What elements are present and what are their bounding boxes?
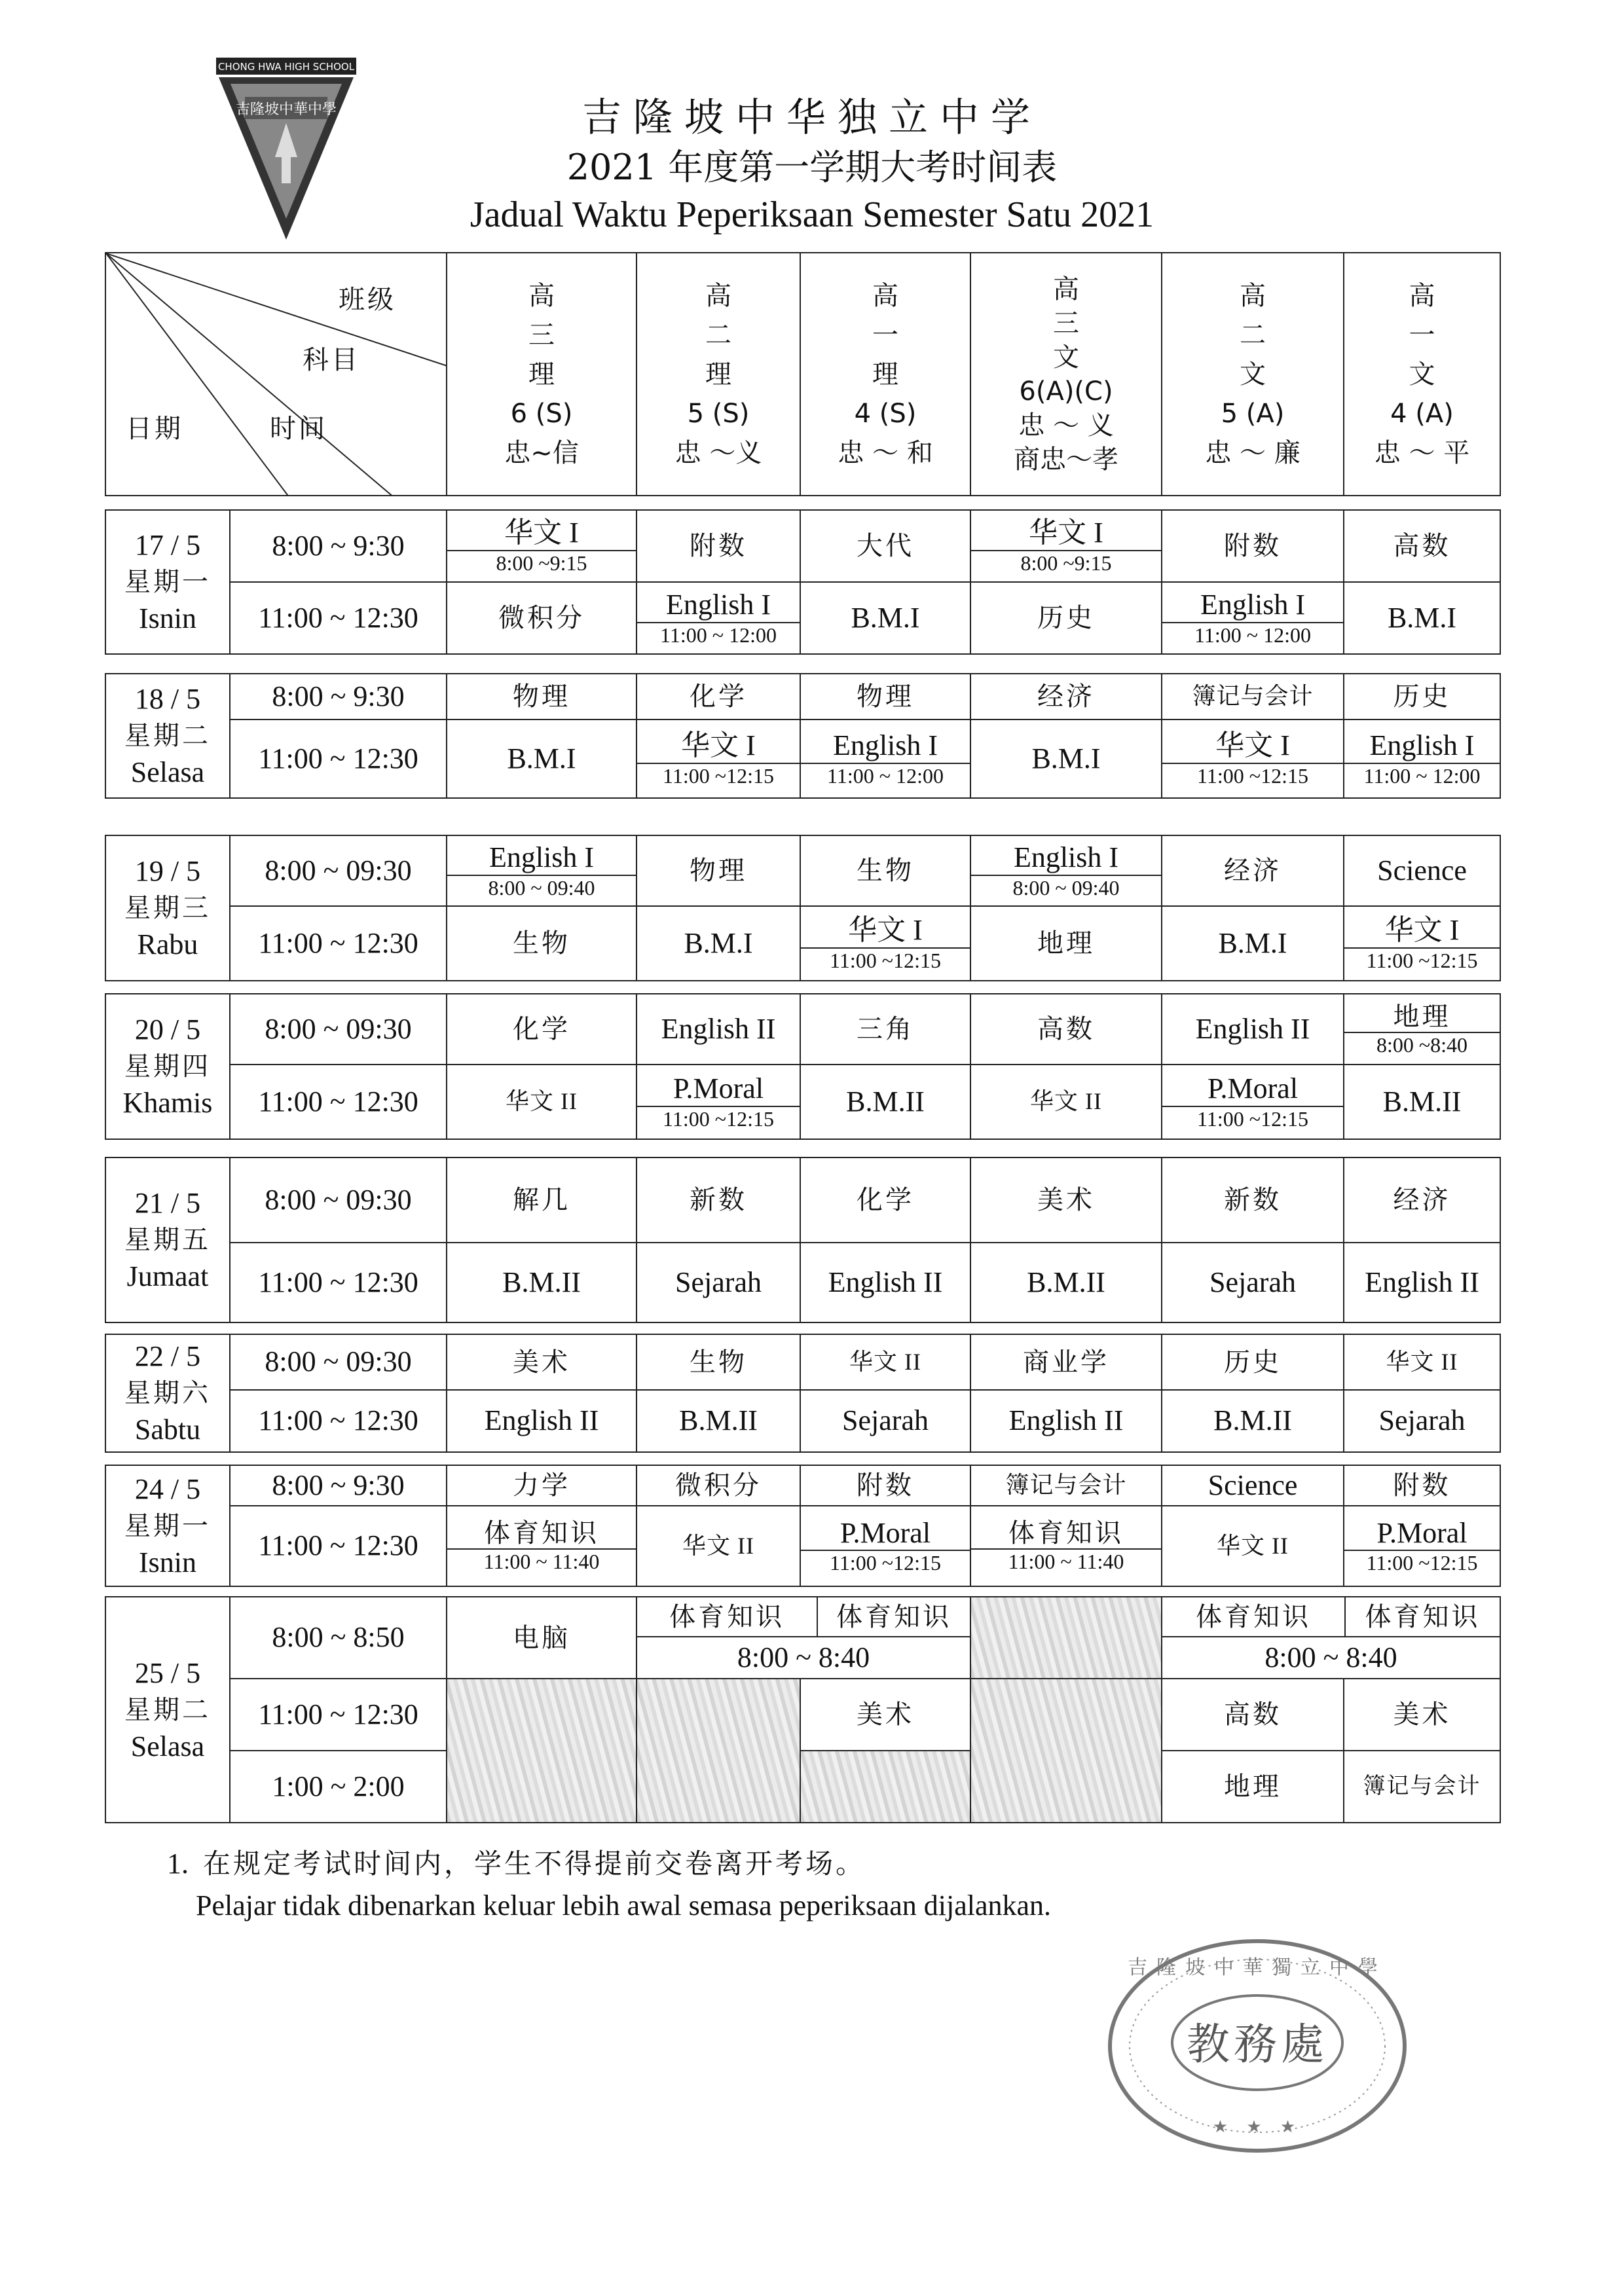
- exam-cell: B.M.II: [800, 1065, 970, 1139]
- exam-time-note: 11:00 ~12:15: [1344, 947, 1500, 973]
- time-slot: 11:00 ~ 12:30: [230, 1506, 447, 1586]
- time-slot: 11:00 ~ 12:30: [230, 906, 447, 981]
- time-slot: 8:00 ~ 9:30: [230, 510, 447, 582]
- exam-cell: 化学: [637, 674, 800, 720]
- day-block-25-5: [105, 1596, 1500, 1822]
- exam-cell: Sejarah: [1344, 1390, 1500, 1452]
- exam-cell: 商业学: [970, 1334, 1162, 1390]
- exam-cell: 华文 II: [800, 1334, 970, 1390]
- exam-cell: [1344, 906, 1500, 981]
- exam-cell: B.M.II: [1344, 1065, 1500, 1139]
- exam-cell: [800, 720, 970, 798]
- exam-time-note: 8:00 ~ 8:40: [1264, 1641, 1397, 1673]
- time-slot: 11:00 ~ 12:30: [230, 720, 447, 798]
- exam-subject: 华文 I: [1029, 517, 1103, 549]
- time-slot: 8:00 ~ 09:30: [230, 994, 447, 1065]
- exam-subject: English I: [665, 589, 771, 621]
- exam-cell: [1344, 994, 1500, 1065]
- exam-cell: 生物: [637, 1334, 800, 1390]
- exam-cell: 微积分: [447, 582, 637, 654]
- exam-subject: 体育知识: [637, 1597, 817, 1637]
- exam-subject: 华文 I: [504, 517, 579, 549]
- exam-cell: 生物: [800, 835, 970, 906]
- date-cell: 17 / 5 星期一 Isnin: [105, 510, 230, 654]
- time-slot: 11:00 ~ 12:30: [230, 582, 447, 654]
- note-my: Pelajar tidak dibenarkan keluar lebih awal semasa peperiksaan dijalankan.: [196, 1889, 1052, 1922]
- exam-subject: 华文 I: [848, 914, 923, 947]
- exam-cell: B.M.II: [447, 1243, 637, 1322]
- exam-cell: 地理: [1162, 1751, 1344, 1823]
- exam-cell: English II: [637, 994, 800, 1065]
- day-block: [105, 673, 1500, 797]
- date-cell: 24 / 5 星期一 Isnin: [105, 1465, 230, 1586]
- no-exam-cell: [637, 1679, 800, 1823]
- exam-cell: 经济: [1162, 835, 1344, 906]
- class-column-header: 高 三 理 6 (S) 忠~信: [447, 253, 637, 496]
- exam-cell-merged: [1162, 1597, 1500, 1679]
- exam-cell: 美术: [1344, 1679, 1500, 1751]
- exam-cell: 三角: [800, 994, 970, 1065]
- exam-subject: P.Moral: [1207, 1072, 1299, 1105]
- exam-cell: 化学: [447, 994, 637, 1065]
- exam-cell: 华文 II: [447, 1065, 637, 1139]
- exam-time-note: 8:00 ~9:15: [971, 550, 1161, 575]
- exam-cell-merged: [637, 1597, 970, 1679]
- exam-subject: 华文 I: [1215, 729, 1290, 762]
- exam-cell: 高数: [1344, 510, 1500, 582]
- time-slot: 11:00 ~ 12:30: [230, 1679, 447, 1751]
- exam-cell: [1162, 720, 1344, 798]
- exam-cell: [447, 1506, 637, 1586]
- official-stamp: [1100, 1928, 1414, 2164]
- corner-date-label: 日期: [126, 414, 183, 444]
- time-slot: 1:00 ~ 2:00: [230, 1751, 447, 1823]
- exam-time-note: 11:00 ~ 12:00: [637, 622, 800, 647]
- svg-text:教務處: 教務處: [1187, 2019, 1328, 2069]
- date-cell: 25 / 5 星期二 Selasa: [105, 1597, 230, 1823]
- exam-cell: [637, 582, 800, 654]
- date-cell: 21 / 5 星期五 Jumaat: [105, 1157, 230, 1322]
- exam-cell: B.M.I: [800, 582, 970, 654]
- exam-cell: 华文 II: [1344, 1334, 1500, 1390]
- time-slot: 8:00 ~ 09:30: [230, 1157, 447, 1243]
- class-column-header: 高 二 文 5 (A) 忠 ～ 廉: [1162, 253, 1344, 496]
- exam-cell: [447, 835, 637, 906]
- exam-cell: [1162, 582, 1344, 654]
- exam-cell: 地理: [970, 906, 1162, 981]
- exam-cell: 簿记与会计: [1162, 674, 1344, 720]
- note-number: 1.: [167, 1848, 189, 1880]
- exam-cell: 华文 II: [970, 1065, 1162, 1139]
- exam-cell: B.M.I: [447, 720, 637, 798]
- exam-cell: Sejarah: [637, 1243, 800, 1322]
- exam-cell: [800, 1506, 970, 1586]
- exam-cell: English II: [447, 1390, 637, 1452]
- document-title: [406, 92, 1218, 238]
- svg-text:吉隆坡中華獨立中學: 吉隆坡中華獨立中學: [1128, 1956, 1387, 1979]
- exam-subject: 华文 I: [681, 729, 756, 762]
- exam-cell: 解几: [447, 1157, 637, 1243]
- no-exam-cell: [447, 1679, 637, 1823]
- class-column-header: 高 一 文 4 (A) 忠 ～ 平: [1344, 253, 1500, 496]
- svg-text:吉隆坡中華中學: 吉隆坡中華中學: [235, 101, 337, 118]
- exam-cell: [637, 720, 800, 798]
- exam-cell: 历史: [1344, 674, 1500, 720]
- time-slot: 8:00 ~ 9:30: [230, 674, 447, 720]
- exam-cell: [1162, 1065, 1344, 1139]
- exam-time-note: 11:00 ~ 12:00: [1162, 622, 1343, 647]
- exam-cell: B.M.I: [637, 906, 800, 981]
- exam-time-note: 8:00 ~ 8:40: [737, 1641, 870, 1673]
- exam-cell: B.M.I: [1344, 582, 1500, 654]
- exam-cell: 高数: [1162, 1679, 1344, 1751]
- exam-cell: 新数: [1162, 1157, 1344, 1243]
- exam-subject: P.Moral: [1376, 1516, 1467, 1549]
- exam-cell: [800, 906, 970, 981]
- exam-cell: 华文 II: [637, 1506, 800, 1586]
- exam-time-note: 11:00 ~ 11:40: [971, 1548, 1161, 1574]
- exam-cell: B.M.I: [970, 720, 1162, 798]
- svg-text:★ ★ ★: ★ ★ ★: [1212, 2117, 1302, 2137]
- exam-cell: 经济: [970, 674, 1162, 720]
- date-cell: 18 / 5 星期二 Selasa: [105, 674, 230, 798]
- exam-cell: 簿记与会计: [970, 1465, 1162, 1506]
- time-slot: 11:00 ~ 12:30: [230, 1243, 447, 1322]
- time-slot: 8:00 ~ 8:50: [230, 1597, 447, 1679]
- corner-time-label: 时间: [270, 414, 327, 444]
- time-slot: 8:00 ~ 09:30: [230, 1334, 447, 1390]
- day-block: [105, 509, 1500, 653]
- time-slot: 8:00 ~ 9:30: [230, 1465, 447, 1506]
- exam-cell: 历史: [970, 582, 1162, 654]
- exam-time-note: 11:00 ~12:15: [801, 947, 970, 973]
- exam-cell: 大代: [800, 510, 970, 582]
- exam-time-note: 11:00 ~ 12:00: [1344, 763, 1500, 788]
- exam-cell: 附数: [637, 510, 800, 582]
- exam-cell: [970, 835, 1162, 906]
- exam-cell: 簿记与会计: [1344, 1751, 1500, 1823]
- exam-subject: 华文 I: [1384, 914, 1460, 947]
- date-cell: 22 / 5 星期六 Sabtu: [105, 1334, 230, 1452]
- day-block: [105, 835, 1500, 980]
- exam-cell: Sejarah: [1162, 1243, 1344, 1322]
- date-cell: 19 / 5 星期三 Rabu: [105, 835, 230, 981]
- exam-cell: 物理: [800, 674, 970, 720]
- exam-cell: 高数: [970, 994, 1162, 1065]
- exam-cell: 华文 II: [1162, 1506, 1344, 1586]
- exam-subject: P.Moral: [840, 1516, 931, 1549]
- exam-title-cn: 2021 年度第一学期大考时间表: [566, 147, 1058, 188]
- exam-cell: B.M.II: [970, 1243, 1162, 1322]
- exam-cell: Science: [1162, 1465, 1344, 1506]
- exam-cell: 微积分: [637, 1465, 800, 1506]
- exam-cell: 附数: [800, 1465, 970, 1506]
- exam-time-note: 11:00 ~ 11:40: [447, 1548, 636, 1574]
- exam-time-note: 11:00 ~12:15: [637, 1106, 800, 1131]
- exam-time-note: 11:00 ~12:15: [1162, 1106, 1343, 1131]
- corner-class-label: 班级: [339, 285, 396, 315]
- time-slot: 11:00 ~ 12:30: [230, 1065, 447, 1139]
- exam-cell: 新数: [637, 1157, 800, 1243]
- header-corner: [105, 253, 447, 496]
- exam-time-note: 8:00 ~ 09:40: [971, 875, 1161, 900]
- exam-cell: Sejarah: [800, 1390, 970, 1452]
- exam-time-note: 8:00 ~ 09:40: [447, 875, 636, 900]
- exam-cell: 附数: [1162, 510, 1344, 582]
- exam-subject: 体育知识: [1162, 1597, 1345, 1637]
- exam-time-note: 8:00 ~8:40: [1344, 1032, 1500, 1057]
- exam-cell: 电脑: [447, 1597, 637, 1679]
- exam-subject: English I: [489, 841, 595, 874]
- no-exam-cell: [970, 1597, 1162, 1679]
- day-block: [105, 1334, 1500, 1451]
- class-column-header: 高 二 理 5 (S) 忠 ～义: [637, 253, 800, 496]
- exam-cell: 美术: [800, 1679, 970, 1751]
- exam-cell: B.M.II: [637, 1390, 800, 1452]
- exam-cell: 经济: [1344, 1157, 1500, 1243]
- no-exam-cell: [800, 1751, 970, 1823]
- exam-subject: 体育知识: [817, 1597, 970, 1637]
- no-exam-cell: [970, 1679, 1162, 1823]
- class-column-header: 高 一 理 4 (S) 忠 ～ 和: [800, 253, 970, 496]
- time-slot: 11:00 ~ 12:30: [230, 1390, 447, 1452]
- exam-cell: 力学: [447, 1465, 637, 1506]
- exam-cell: 物理: [637, 835, 800, 906]
- day-block: [105, 993, 1500, 1139]
- exam-time-note: 11:00 ~12:15: [801, 1550, 970, 1575]
- exam-title-my: Jadual Waktu Peperiksaan Semester Satu 2021: [470, 194, 1154, 235]
- exam-time-note: 8:00 ~9:15: [447, 550, 636, 575]
- exam-note: [167, 1843, 1051, 1927]
- exam-cell: 美术: [970, 1157, 1162, 1243]
- exam-cell: [970, 1506, 1162, 1586]
- school-name: 吉隆坡中华独立中学: [582, 95, 1042, 141]
- exam-cell: B.M.II: [1162, 1390, 1344, 1452]
- corner-subject-label: 科目: [303, 345, 360, 375]
- exam-cell: English II: [970, 1390, 1162, 1452]
- exam-subject: English I: [832, 729, 938, 762]
- school-logo: [211, 55, 361, 245]
- exam-cell: [1344, 720, 1500, 798]
- exam-cell: 生物: [447, 906, 637, 981]
- exam-subject: 体育知识: [1008, 1518, 1124, 1549]
- exam-time-note: 11:00 ~12:15: [1162, 763, 1343, 788]
- exam-cell: 物理: [447, 674, 637, 720]
- day-block: [105, 1465, 1500, 1586]
- exam-time-note: 11:00 ~12:15: [637, 763, 800, 788]
- day-block: [105, 1157, 1500, 1322]
- exam-cell: English II: [1162, 994, 1344, 1065]
- exam-cell: [1344, 1506, 1500, 1586]
- exam-cell: 附数: [1344, 1465, 1500, 1506]
- exam-cell: Science: [1344, 835, 1500, 906]
- exam-time-note: 11:00 ~ 12:00: [801, 763, 970, 788]
- exam-cell: 美术: [447, 1334, 637, 1390]
- exam-cell: [970, 510, 1162, 582]
- class-column-header: 高 三 文 6(A)(C) 忠 ～ 义 商忠～孝: [970, 253, 1162, 496]
- exam-subject: English I: [1013, 841, 1119, 874]
- exam-subject: P.Moral: [673, 1072, 764, 1105]
- exam-cell: 历史: [1162, 1334, 1344, 1390]
- svg-text:CHONG HWA HIGH SCHOOL: CHONG HWA HIGH SCHOOL: [217, 61, 355, 73]
- note-cn: 在规定考试时间内，学生不得提前交卷离开考场。: [203, 1848, 866, 1880]
- exam-cell: [637, 1065, 800, 1139]
- exam-subject: 体育知识: [484, 1518, 599, 1549]
- exam-cell: [447, 510, 637, 582]
- exam-subject: 体育知识: [1345, 1597, 1500, 1637]
- exam-subject: 地理: [1393, 1001, 1451, 1032]
- exam-cell: 化学: [800, 1157, 970, 1243]
- exam-cell: English II: [1344, 1243, 1500, 1322]
- exam-cell: English II: [800, 1243, 970, 1322]
- exam-time-note: 11:00 ~12:15: [1344, 1550, 1500, 1575]
- date-cell: 20 / 5 星期四 Khamis: [105, 994, 230, 1139]
- exam-subject: English I: [1200, 589, 1306, 621]
- exam-cell: B.M.I: [1162, 906, 1344, 981]
- exam-subject: English I: [1369, 729, 1475, 762]
- header-block: [105, 252, 1500, 496]
- time-slot: 8:00 ~ 09:30: [230, 835, 447, 906]
